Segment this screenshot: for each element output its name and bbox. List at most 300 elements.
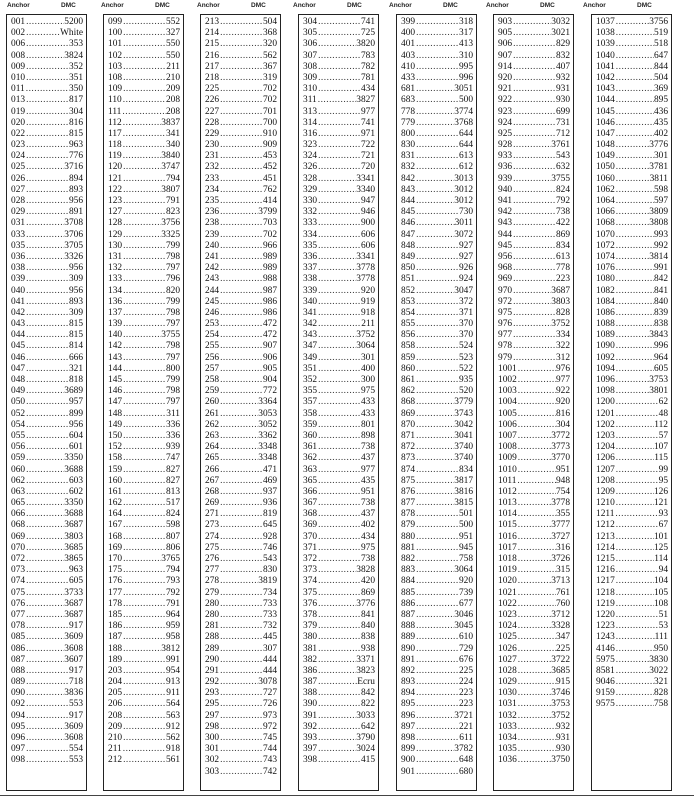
anchor-number: 073 [11,565,26,576]
anchor-number: 373 [303,565,318,576]
conversion-row [205,465,277,476]
dmc-number: 932 [555,72,570,83]
leader-dots [122,644,161,655]
dmc-number: 792 [165,587,180,598]
anchor-number: 001 [11,17,26,27]
anchor-number: 884 [401,576,416,587]
anchor-number: 831 [401,151,416,162]
dmc-number: 3064 [356,341,375,352]
anchor-number: 328 [303,173,318,184]
leader-dots [122,341,166,352]
dmc-number: 3843 [649,330,668,341]
dmc-number: Ecru [357,677,375,688]
dmc-number: 3608 [64,733,83,743]
leader-dots [317,364,361,375]
conversion-row [108,118,180,129]
conversion-row [108,330,180,341]
conversion-row [498,341,570,352]
leader-dots [317,230,361,241]
leader-dots [25,733,64,744]
dmc-number: 931 [555,733,570,743]
leader-dots [615,599,654,610]
dmc-number: 964 [165,609,180,620]
leader-dots [219,73,263,84]
dmc-number: 57 [658,430,668,441]
anchor-number: 933 [498,151,513,162]
anchor-number: 944 [498,229,513,240]
dmc-number: 827 [165,475,180,486]
leader-dots [219,431,258,442]
anchor-number: 1207 [596,464,615,475]
anchor-number: 868 [401,397,416,408]
leader-dots [512,241,556,252]
conversion-row [401,62,473,73]
dmc-number: 3722 [551,654,570,665]
anchor-number: 1092 [596,352,615,363]
anchor-number: 852 [401,285,416,296]
conversion-row [205,409,277,420]
dmc-number: 321 [68,363,83,374]
leader-dots [615,162,650,173]
dmc-number: 746 [262,542,277,553]
anchor-header: Anchor [486,2,509,9]
anchor-number: 276 [205,554,220,564]
anchor-number: 392 [303,721,318,732]
conversion-row [11,274,83,285]
conversion-row [596,252,668,263]
conversion-row [205,286,277,297]
leader-dots [517,487,556,498]
dmc-number: 928 [262,531,277,542]
dmc-number: 611 [459,733,473,743]
anchor-number: 324 [303,151,318,162]
dmc-number: 645 [262,520,277,531]
leader-dots [415,733,459,744]
leader-dots [415,666,459,677]
anchor-number: 099 [108,17,123,27]
dmc-number: 745 [262,733,277,743]
anchor-number: 878 [401,509,416,520]
anchor-number: 127 [108,207,123,218]
leader-dots [615,409,659,420]
anchor-number: 279 [205,587,220,598]
leader-dots [415,644,459,655]
anchor-number: 376 [303,598,318,609]
anchor-number: 119 [108,151,122,162]
leader-dots [317,62,361,73]
dmc-number: 3705 [64,240,83,251]
leader-dots [219,230,263,241]
conversion-row [596,688,668,699]
anchor-number: 1216 [596,565,615,576]
dmc-number: 702 [262,95,277,106]
leader-dots [615,196,654,207]
leader-dots [25,39,69,50]
anchor-number: 885 [401,587,416,598]
leader-dots [122,274,166,285]
conversion-row [498,420,570,431]
anchor-number: 889 [401,632,416,643]
leader-dots [512,252,556,263]
conversion-row [596,644,668,655]
dmc-number: 743 [262,755,277,766]
anchor-number: 265 [205,453,220,464]
dmc-number: 351 [68,72,83,83]
leader-dots [615,588,654,599]
dmc-number: 712 [555,128,570,139]
dmc-number: 895 [653,95,668,106]
anchor-number: 055 [11,430,26,441]
dmc-number: 3713 [551,576,570,587]
dmc-number: 3032 [551,17,570,27]
anchor-number: 027 [11,184,26,195]
dmc-number: 677 [458,598,473,609]
dmc-number: 561 [165,755,180,766]
leader-dots [317,118,361,129]
leader-dots [512,286,551,297]
anchor-number: 140 [108,330,123,341]
leader-dots [615,386,650,397]
dmc-number: 644 [458,128,473,139]
anchor-number: 210 [108,733,123,743]
conversion-row [108,733,180,744]
leader-dots [122,28,166,39]
anchor-number: 853 [401,296,416,307]
dmc-number: 926 [458,263,473,274]
conversion-row [596,95,668,106]
leader-dots [25,84,69,95]
anchor-number: 977 [498,330,513,341]
conversion-row [205,487,277,498]
conversion-row [205,73,277,84]
anchor-number: 338 [303,274,318,285]
leader-dots [415,554,459,565]
dmc-number: 3727 [551,531,570,542]
dmc-number: 3608 [64,643,83,654]
leader-dots [25,62,69,73]
conversion-row [596,73,668,84]
leader-dots [415,465,459,476]
anchor-number: 215 [205,39,220,50]
dmc-number: 3746 [551,688,570,699]
conversion-row [108,196,180,207]
anchor-number: 1026 [498,643,517,654]
leader-dots [25,599,64,610]
leader-dots [517,498,552,509]
dmc-number: 948 [555,475,570,486]
conversion-row [498,252,570,263]
leader-dots [517,688,552,699]
conversion-row [401,487,473,498]
anchor-number: 401 [401,39,416,50]
dmc-number: 798 [165,386,180,397]
conversion-row [303,39,375,50]
conversion-row [596,543,668,554]
dmc-number: 734 [262,587,277,598]
dmc-number: 415 [360,755,375,766]
leader-dots [615,520,659,531]
dmc-number: 3042 [454,419,473,430]
dmc-number: 320 [262,39,277,50]
leader-dots [415,744,454,755]
leader-dots [219,744,263,755]
anchor-number: 369 [303,520,318,531]
anchor-number: 298 [205,721,220,732]
leader-dots [415,632,459,643]
dmc-number: 930 [555,95,570,106]
anchor-number: 340 [303,296,318,307]
anchor-number: 096 [11,733,26,743]
dmc-number: 975 [360,542,375,553]
dmc-number: 912 [165,721,180,732]
conversion-row [303,73,375,84]
dmc-header: DMC [347,2,362,9]
dmc-number: 733 [262,609,277,620]
anchor-number: 400 [401,28,416,39]
anchor-number: 026 [11,173,26,184]
conversion-row [401,588,473,599]
leader-dots [317,252,356,263]
anchor-number: 1060 [596,173,615,184]
conversion-row [596,51,668,62]
dmc-number: 3770 [551,453,570,464]
conversion-row [303,476,375,487]
leader-dots [512,196,556,207]
conversion-row [596,207,668,218]
anchor-number: 979 [498,352,513,363]
dmc-number: 838 [653,319,668,330]
anchor-number: 403 [401,50,416,61]
column-header [7,2,87,12]
dmc-number: 402 [653,128,668,139]
anchor-number: 683 [401,95,416,106]
leader-dots [317,520,361,531]
conversion-row [11,588,83,599]
dmc-number: 919 [360,296,375,307]
dmc-number: 842 [360,688,375,699]
dmc-number: 3801 [649,386,668,397]
leader-dots [122,655,166,666]
conversion-row [596,487,668,498]
dmc-number: 819 [262,509,277,520]
conversion-row [11,341,83,352]
conversion-row [401,84,473,95]
anchor-number: 256 [205,352,220,363]
anchor-number: 1032 [498,710,517,721]
anchor-number: 873 [401,453,416,464]
leader-dots [512,207,556,218]
anchor-number: 375 [303,587,318,598]
anchor-number: 269 [205,498,220,509]
anchor-number: 907 [498,50,513,61]
dmc-number: 543 [555,151,570,162]
leader-dots [615,73,654,84]
conversion-row [11,621,83,632]
leader-dots [219,520,263,531]
leader-dots [615,241,654,252]
anchor-number: 358 [303,408,318,419]
anchor-number: 1203 [596,430,615,441]
conversion-row [205,442,277,453]
dmc-number: 93 [658,509,668,520]
conversion-row [303,185,375,196]
conversion-row [401,319,473,330]
anchor-number: 1045 [596,106,615,117]
dmc-number: 738 [360,498,375,509]
leader-dots [25,129,69,140]
anchor-number: 1014 [498,509,517,520]
anchor-number: 143 [108,352,123,363]
anchor-number: 1012 [498,486,517,497]
anchor-number: 343 [303,330,318,341]
conversion-row [205,196,277,207]
anchor-number: 398 [303,755,318,766]
anchor-number: 890 [401,643,416,654]
leader-dots [219,162,263,173]
dmc-number: 739 [458,587,473,598]
dmc-number: 368 [262,28,277,39]
anchor-number: 1007 [498,430,517,441]
anchor-number: 1094 [596,363,615,374]
conversion-row [11,554,83,565]
leader-dots [25,297,69,308]
anchor-number: 1212 [596,520,615,531]
dmc-number: 956 [68,419,83,430]
dmc-number: 3781 [649,162,668,173]
leader-dots [317,442,361,453]
leader-dots [219,28,263,39]
anchor-number: 046 [11,352,26,363]
leader-dots [415,409,454,420]
anchor-number: 024 [11,151,26,162]
leader-dots [317,532,361,543]
leader-dots [317,409,361,420]
anchor-number: 854 [401,307,416,318]
conversion-row [108,375,180,386]
leader-dots [219,364,263,375]
conversion-row [11,84,83,95]
conversion-row [596,218,668,229]
anchor-number: 939 [498,173,513,184]
anchor-number: 1215 [596,554,615,564]
leader-dots [615,532,654,543]
conversion-row [108,711,180,722]
anchor-number: 307 [303,50,318,61]
leader-dots [219,688,263,699]
anchor-number: 923 [498,106,513,117]
anchor-number: 019 [11,106,26,117]
leader-dots [415,476,454,487]
leader-dots [317,397,361,408]
leader-dots [415,688,459,699]
conversion-row [401,599,473,610]
dmc-number: 598 [165,520,180,531]
leader-dots [219,677,258,688]
dmc-number: 815 [68,128,83,139]
leader-dots [615,431,659,442]
conversion-row [303,84,375,95]
anchor-number: 330 [303,196,318,206]
conversion-row [205,95,277,106]
conversion-row [205,252,277,263]
dmc-number: 369 [653,84,668,95]
leader-dots [317,644,361,655]
leader-dots [512,129,556,140]
leader-dots [122,375,166,386]
dmc-number: 420 [360,576,375,587]
conversion-row [596,297,668,308]
dmc-number: 927 [458,251,473,262]
leader-dots [415,599,459,610]
dmc-number: 904 [262,375,277,385]
leader-dots [122,476,166,487]
conversion-row [11,722,83,733]
dmc-number: 758 [458,554,473,564]
anchor-number: 368 [303,509,318,520]
anchor-number: 323 [303,140,318,151]
conversion-row [498,386,570,397]
anchor-number: 149 [108,419,123,430]
leader-dots [415,364,459,375]
dmc-number: 504 [653,72,668,83]
conversion-row [108,666,180,677]
anchor-number: 243 [205,274,220,285]
conversion-row [498,140,570,151]
anchor-number: 109 [108,84,123,95]
leader-dots [517,632,556,643]
anchor-number: 212 [108,755,123,766]
conversion-row [11,62,83,73]
leader-dots [219,107,263,118]
dmc-number: 920 [458,576,473,587]
leader-dots [219,565,263,576]
leader-dots [512,263,556,274]
anchor-number: 1220 [596,609,615,620]
leader-dots [25,140,69,151]
anchor-number: 1050 [596,162,615,173]
leader-dots [517,554,552,565]
conversion-row [108,230,180,241]
conversion-row [498,174,570,185]
conversion-row [303,688,375,699]
conversion-row [303,218,375,229]
conversion-row [498,498,570,509]
conversion-row [498,308,570,319]
conversion-row [11,610,83,621]
conversion-row [401,140,473,151]
dmc-number: 3721 [454,710,473,721]
leader-dots [219,476,263,487]
dmc-number: 963 [68,565,83,576]
leader-dots [219,263,263,274]
leader-dots [415,532,459,543]
conversion-row [498,17,570,28]
anchor-number: 872 [401,442,416,453]
dmc-number: 817 [68,95,83,106]
leader-dots [219,286,263,297]
leader-dots [317,174,356,185]
leader-dots [317,476,361,487]
dmc-number: 435 [653,117,668,128]
dmc-number: 920 [555,397,570,408]
anchor-number: 846 [401,218,416,229]
dmc-number: 602 [68,486,83,497]
conversion-row [11,465,83,476]
anchor-number: 845 [401,207,416,218]
anchor-number: 069 [11,531,26,542]
dmc-number: 3326 [64,251,83,262]
conversion-row [401,107,473,118]
